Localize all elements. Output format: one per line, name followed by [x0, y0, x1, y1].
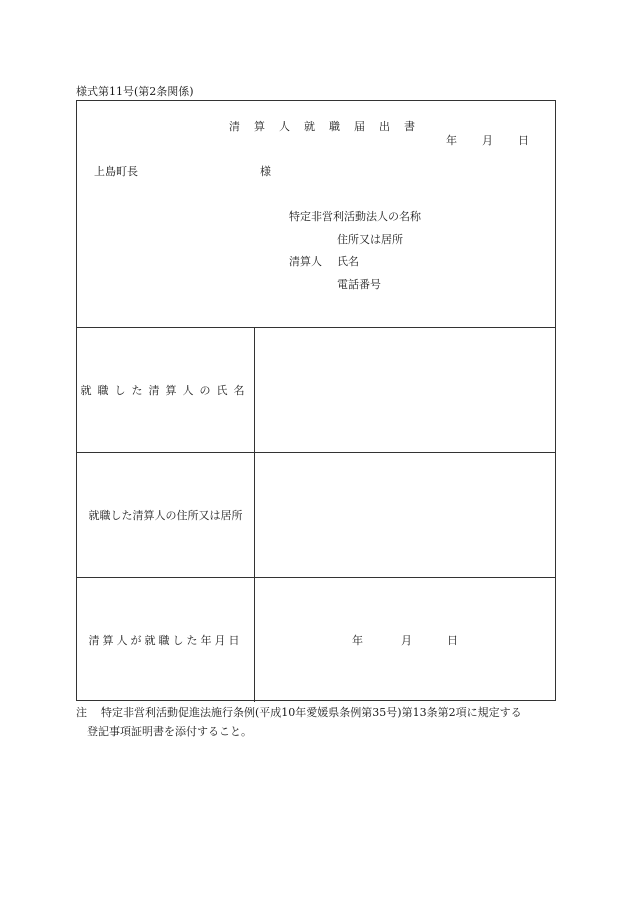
addressee: 上島町長 — [94, 165, 138, 178]
notification-form — [76, 100, 556, 701]
org-name-label: 特定非営利活動法人の名称 — [289, 210, 421, 223]
header-date-day: 日 — [518, 134, 529, 147]
appointment-date-field[interactable] — [255, 578, 555, 702]
honorific: 様 — [260, 165, 271, 178]
row-label-text: 就職した清算人の住所又は居所 — [88, 509, 243, 522]
row-label-liquidator-address — [77, 453, 255, 577]
appointment-date-year: 年 — [352, 634, 363, 647]
table-row — [77, 578, 555, 702]
footnote-line-1 — [76, 707, 522, 718]
footnote-text-1: 特定非営利活動促進法施行条例(平成10年愛媛県条例第35号)第13条第2項に規定する — [101, 706, 522, 719]
row-label-liquidator-name — [77, 328, 255, 452]
appointment-date-month: 月 — [401, 634, 412, 647]
row-label-appointment-date — [77, 578, 255, 702]
phone-label: 電話番号 — [337, 278, 381, 291]
footnote-line-2: 登記事項証明書を添付すること。 — [87, 725, 252, 738]
appointment-date-day: 日 — [447, 634, 458, 647]
row-label-text: 清算人が就職した年月日 — [88, 634, 243, 647]
address-label: 住所又は居所 — [337, 233, 403, 246]
table-row — [77, 328, 555, 453]
table-row — [77, 453, 555, 578]
form-number-label: 様式第11号(第2条関係) — [76, 85, 194, 98]
footnote-prefix: 注 — [76, 706, 87, 719]
liquidator-label: 清算人 — [289, 255, 322, 268]
header-date-month: 月 — [482, 134, 493, 147]
row-label-text: 就職した清算人の氏名 — [80, 384, 251, 397]
header-date-year: 年 — [446, 134, 457, 147]
form-header-section — [77, 101, 555, 328]
form-title: 清算人就職届出書 — [229, 120, 429, 133]
liquidator-address-field[interactable] — [255, 453, 555, 577]
liquidator-name-field[interactable] — [255, 328, 555, 452]
name-label: 氏名 — [337, 255, 359, 268]
